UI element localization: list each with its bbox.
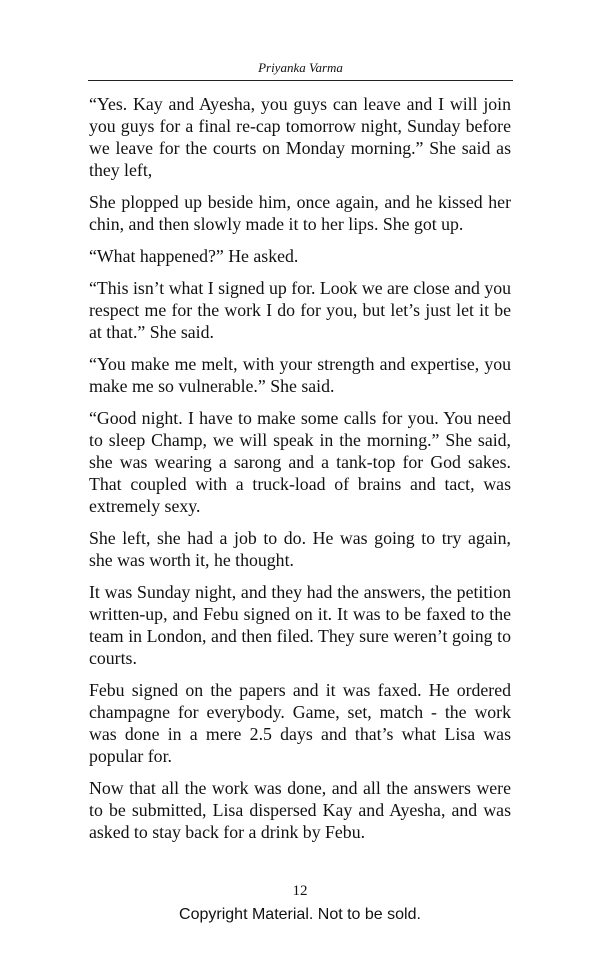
paragraph: It was Sunday night, and they had the answers, the petition written-up, and Febu signed on it. It was to be faxed to the team in London, and then filed. They sure weren’t going to courts.	[89, 582, 511, 668]
paragraph: She left, she had a job to do. He was going to try again, she was worth it, he thought.	[89, 528, 511, 570]
body-text	[89, 93, 511, 853]
paragraph: Febu signed on the papers and it was faxed. He ordered champagne for everybody. Game, set, match - the work was done in a mere 2.5 days and that’s what Lisa was popular for.	[89, 680, 511, 766]
copyright-notice: Copyright Material. Not to be sold.	[179, 906, 421, 923]
paragraph: Now that all the work was done, and all the answers were to be submitted, Lisa dispersed Kay and Ayesha, and was asked to stay back for a drink by Febu.	[89, 778, 511, 842]
header-rule	[88, 80, 513, 81]
paragraph: “Yes. Kay and Ayesha, you guys can leave and I will join you guys for a final re-cap tomorrow night, Sunday before we leave for the courts on Monday morning.” She said as they left,	[89, 94, 511, 180]
running-head-author: Priyanka Varma	[258, 60, 343, 75]
paragraph: “Good night. I have to make some calls for you. You need to sleep Champ, we will speak in the morning.” She said, she was wearing a sarong and a tank-top for God sakes. That coupled with a truck-load of brains and tact, was extremely sexy.	[89, 408, 511, 516]
paragraph: “This isn’t what I signed up for. Look we are close and you respect me for the work I do for you, but let’s just let it be at that.” She said.	[89, 278, 511, 342]
paragraph: “What happened?” He asked.	[89, 246, 299, 266]
paragraph: “You make me melt, with your strength and expertise, you make me so vulnerable.” She said.	[89, 354, 511, 396]
page-number: 12	[292, 883, 308, 899]
paragraph: She plopped up beside him, once again, and he kissed her chin, and then slowly made it to her lips. She got up.	[89, 192, 511, 234]
